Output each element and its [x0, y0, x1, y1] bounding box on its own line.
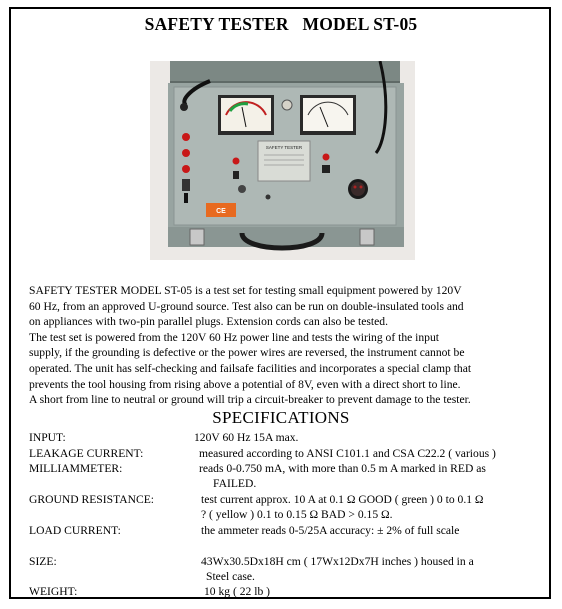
spec-value: reads 0-0.750 mA, with more than 0.5 m A marked in RED as	[199, 462, 486, 475]
spec-label: SIZE:	[29, 555, 57, 568]
spec-label: LEAKAGE CURRENT:	[29, 447, 144, 460]
description-line: on appliances with two-pin parallel plugs. Extension cords can also be tested.	[29, 315, 388, 329]
spec-value: 10 kg ( 22 lb )	[204, 585, 271, 598]
spec-label: GROUND RESISTANCE:	[29, 493, 155, 506]
description-line: supply, if the grounding is defective or the power wires are reversed, the instrument cannot be	[29, 346, 465, 360]
description-line: operated. The unit has self-checking and failsafe facilities and incorporates a special clamp that	[29, 361, 472, 375]
page-title: SAFETY TESTER MODEL ST-05	[144, 14, 418, 34]
spec-value: 43Wx30.5Dx18H cm ( 17Wx12Dx7H inches ) housed in a	[201, 555, 474, 568]
description-line: prevents the tool housing from rising above a potential of 8V, even with a direct short to line.	[29, 377, 461, 391]
panel-label: SAFETY TESTER	[265, 145, 303, 150]
spec-value: Steel case.	[206, 570, 255, 583]
description-line: The test set is powered from the 120V 60 Hz power line and tests the wiring of the input	[29, 330, 439, 344]
spec-label: MILLIAMMETER:	[29, 462, 123, 475]
spec-label: LOAD CURRENT:	[29, 524, 121, 537]
spec-label: WEIGHT:	[29, 585, 78, 598]
description-line: A short from line to neutral or ground will trip a circuit-breaker to prevent damage to the tester.	[29, 393, 471, 407]
spec-value: ? ( yellow ) 0.1 to 0.15 Ω BAD > 0.15 Ω.	[201, 508, 393, 521]
specifications-heading: SPECIFICATIONS	[212, 408, 350, 427]
ce-logo: CE	[216, 208, 226, 215]
description	[29, 283, 544, 408]
description-line: 60 Hz, from an approved U-ground source. Test also can be run on double-insulated tools and	[29, 299, 464, 313]
spec-value: test current approx. 10 A at 0.1 Ω GOOD ( green ) 0 to 0.1 Ω	[201, 493, 484, 506]
product-photo	[150, 61, 415, 260]
spec-label: INPUT:	[29, 431, 66, 444]
spec-value: FAILED.	[213, 477, 257, 490]
spec-value: the ammeter reads 0-5/25A accuracy: ± 2% of full scale	[201, 524, 460, 537]
spec-value: measured according to ANSI C101.1 and CSA C22.2 ( various )	[199, 447, 496, 460]
description-line: SAFETY TESTER MODEL ST-05 is a test set for testing small equipment powered by 120V	[29, 284, 462, 297]
spec-value: 120V 60 Hz 15A max.	[194, 431, 299, 444]
